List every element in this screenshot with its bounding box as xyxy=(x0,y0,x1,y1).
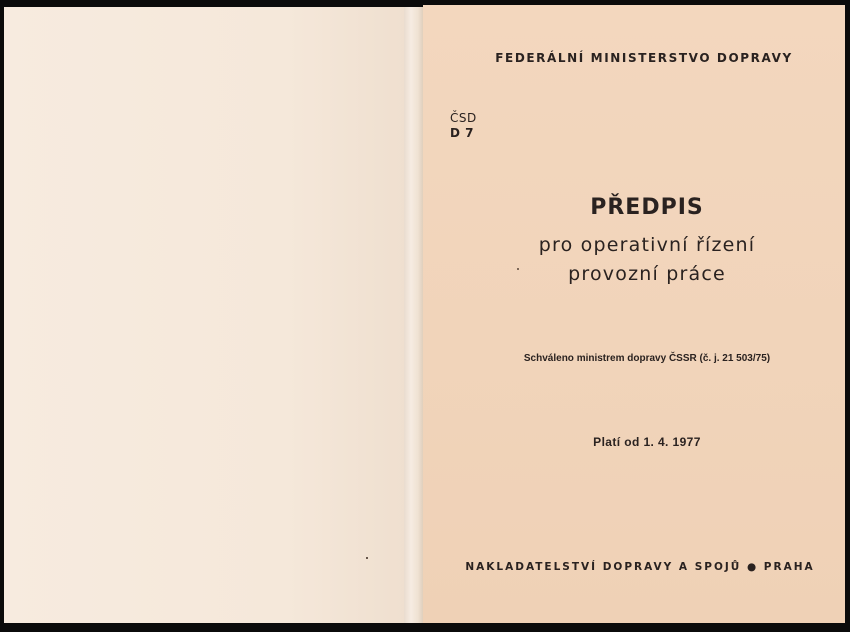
paper-speck xyxy=(366,557,368,559)
paper-speck xyxy=(517,268,519,270)
document-title: PŘEDPIS xyxy=(590,195,704,220)
document-subtitle-line-1: pro operativní řízení xyxy=(538,234,756,256)
approval-note: Schváleno ministrem dopravy ČSSR (č. j. 21 503/75) xyxy=(523,353,771,364)
ministry-heading: FEDERÁLNÍ MINISTERSTVO DOPRAVY xyxy=(495,51,793,65)
booklet-spine xyxy=(404,7,424,623)
document-subtitle-line-2: provozní práce xyxy=(568,263,726,285)
railway-code: ČSD xyxy=(450,111,477,125)
title-page xyxy=(423,5,845,623)
document-code: D 7 xyxy=(450,126,474,140)
left-blank-page xyxy=(4,7,406,623)
validity-date: Platí od 1. 4. 1977 xyxy=(593,435,701,449)
publisher-line: NAKLADATELSTVÍ DOPRAVY A SPOJŮ ● PRAHA xyxy=(465,561,815,573)
